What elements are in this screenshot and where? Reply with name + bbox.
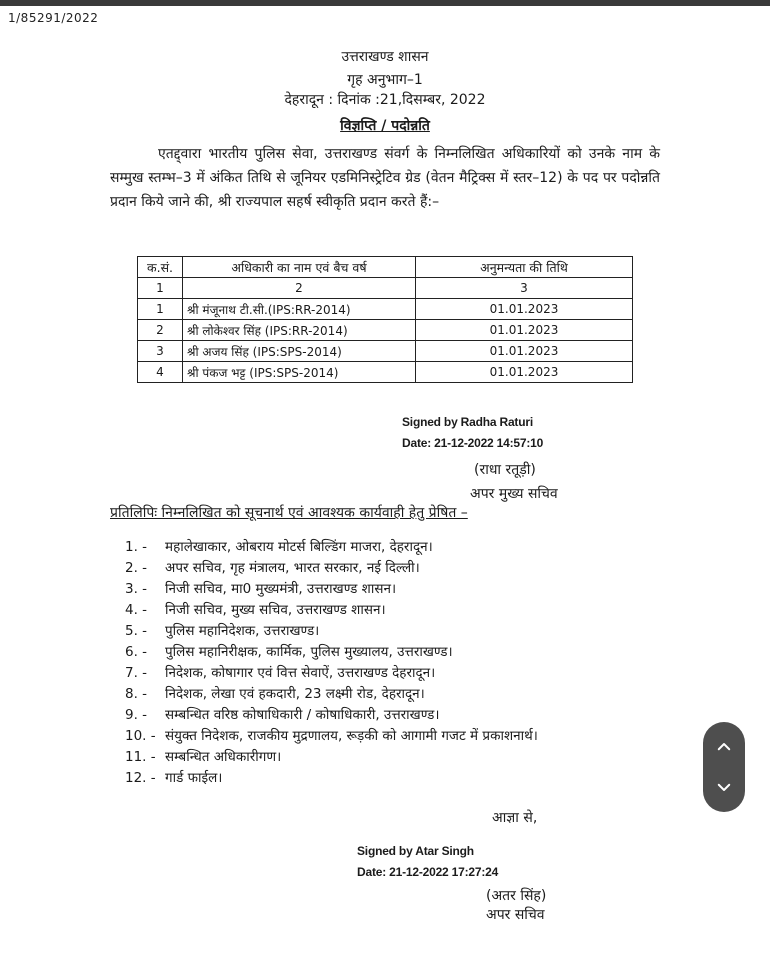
list-item bbox=[125, 768, 538, 789]
list-item bbox=[125, 726, 538, 747]
scroll-down-button[interactable] bbox=[703, 766, 745, 808]
list-item-number: 2. - bbox=[125, 560, 148, 576]
digital-signature-1: Signed by Radha Raturi bbox=[402, 415, 533, 429]
notice-title: विज्ञप्ति / पदोन्नति bbox=[340, 118, 430, 134]
row-officer-name: श्री अजय सिंह (IPS:SPS-2014) bbox=[183, 341, 416, 362]
chevron-up-icon bbox=[715, 738, 733, 756]
table-row bbox=[138, 320, 633, 341]
signatory-1-name: (राधा रतूड़ी) bbox=[474, 462, 536, 478]
list-item-number: 4. - bbox=[125, 602, 148, 618]
list-item-text: अपर सचिव, गृह मंत्रालय, भारत सरकार, नई दिल्ली। bbox=[165, 560, 420, 576]
header-department: गृह अनुभाग–1 bbox=[347, 72, 423, 88]
list-item bbox=[125, 579, 538, 600]
row-officer-name: श्री पंकज भट्ट (IPS:SPS-2014) bbox=[183, 362, 416, 383]
table-row bbox=[138, 362, 633, 383]
list-item-number: 12. - bbox=[125, 770, 156, 786]
list-item-text: महालेखाकार, ओबराय मोटर्स बिल्डिंग माजरा, देहरादून। bbox=[165, 539, 433, 555]
list-item bbox=[125, 642, 538, 663]
list-item bbox=[125, 537, 538, 558]
copy-to-heading: प्रतिलिपिः निम्नलिखित को सूचनार्थ एवं आवश्यक कार्यवाही हेतु प्रेषित – bbox=[110, 505, 468, 521]
row-serial: 3 bbox=[138, 341, 183, 362]
list-item-text: सम्बन्धित वरिष्ठ कोषाधिकारी / कोषाधिकारी, उत्तराखण्ड। bbox=[165, 707, 440, 723]
table-header-row bbox=[138, 257, 633, 278]
header-serial: क.सं. bbox=[138, 257, 183, 278]
closing-line: आज्ञा से, bbox=[492, 810, 538, 826]
list-item-text: निदेशक, लेखा एवं हकदारी, 23 लक्ष्मी रोड, देहरादून। bbox=[165, 686, 425, 702]
digital-signature-2: Signed by Atar Singh bbox=[357, 844, 474, 858]
row-serial: 1 bbox=[138, 299, 183, 320]
header-officer-name: अधिकारी का नाम एवं बैच वर्ष bbox=[183, 257, 416, 278]
promotion-table bbox=[137, 256, 633, 383]
list-item bbox=[125, 684, 538, 705]
list-item-number: 8. - bbox=[125, 686, 148, 702]
row-date: 01.01.2023 bbox=[416, 362, 633, 383]
signatory-1-designation: अपर मुख्य सचिव bbox=[470, 486, 558, 502]
digital-signature-2-date: Date: 21-12-2022 17:27:24 bbox=[357, 865, 499, 879]
column-number: 1 bbox=[138, 278, 183, 299]
row-date: 01.01.2023 bbox=[416, 341, 633, 362]
list-item-text: पुलिस महानिदेशक, उत्तराखण्ड। bbox=[165, 623, 320, 639]
list-item-number: 6. - bbox=[125, 644, 148, 660]
signatory-2-designation: अपर सचिव bbox=[486, 907, 545, 923]
header-government: उत्तराखण्ड शासन bbox=[341, 49, 429, 65]
row-officer-name: श्री लोकेश्वर सिंह (IPS:RR-2014) bbox=[183, 320, 416, 341]
top-edge-strip bbox=[0, 0, 770, 6]
list-item bbox=[125, 663, 538, 684]
table-row bbox=[138, 299, 633, 320]
list-item bbox=[125, 600, 538, 621]
list-item-number: 9. - bbox=[125, 707, 148, 723]
list-item bbox=[125, 747, 538, 768]
list-item-text: निजी सचिव, मा0 मुख्यमंत्री, उत्तराखण्ड शासन। bbox=[165, 581, 397, 597]
table-row bbox=[138, 341, 633, 362]
signatory-2-name: (अतर सिंह) bbox=[486, 888, 547, 904]
list-item-text: पुलिस महानिरीक्षक, कार्मिक, पुलिस मुख्यालय, उत्तराखण्ड। bbox=[165, 644, 453, 660]
file-number: 1/85291/2022 bbox=[8, 11, 99, 25]
column-number: 2 bbox=[183, 278, 416, 299]
list-item-number: 10. - bbox=[125, 728, 156, 744]
list-item bbox=[125, 705, 538, 726]
list-item-text: सम्बन्धित अधिकारीगण। bbox=[165, 749, 282, 765]
row-date: 01.01.2023 bbox=[416, 320, 633, 341]
list-item-number: 5. - bbox=[125, 623, 148, 639]
column-number: 3 bbox=[416, 278, 633, 299]
scroll-up-button[interactable] bbox=[703, 726, 745, 768]
row-date: 01.01.2023 bbox=[416, 299, 633, 320]
list-item bbox=[125, 621, 538, 642]
digital-signature-1-date: Date: 21-12-2022 14:57:10 bbox=[402, 436, 544, 450]
list-item-text: निजी सचिव, मुख्य सचिव, उत्तराखण्ड शासन। bbox=[165, 602, 386, 618]
list-item-text: संयुक्त निदेशक, राजकीय मुद्रणालय, रूड़की को आगामी गजट में प्रकाशनार्थ। bbox=[165, 728, 538, 744]
list-item-number: 3. - bbox=[125, 581, 148, 597]
list-item-text: गार्ड फाईल। bbox=[165, 770, 223, 786]
list-item-number: 7. - bbox=[125, 665, 148, 681]
list-item bbox=[125, 558, 538, 579]
header-date: अनुमन्यता की तिथि bbox=[416, 257, 633, 278]
row-officer-name: श्री मंजूनाथ टी.सी.(IPS:RR-2014) bbox=[183, 299, 416, 320]
row-serial: 4 bbox=[138, 362, 183, 383]
page-scroll-control bbox=[703, 722, 745, 812]
list-item-number: 1. - bbox=[125, 539, 148, 555]
list-item-text: निदेशक, कोषागार एवं वित्त सेवाऐं, उत्तराखण्ड देहरादून। bbox=[165, 665, 436, 681]
copy-to-list bbox=[125, 537, 538, 789]
chevron-down-icon bbox=[715, 778, 733, 796]
row-serial: 2 bbox=[138, 320, 183, 341]
list-item-number: 11. - bbox=[125, 749, 156, 765]
body-paragraph: एतद्द्वारा भारतीय पुलिस सेवा, उत्तराखण्ड संवर्ग के निम्नलिखित अधिकारियों को उनके नाम के सम्मुख स्तम्भ–3 में अंकित तिथि से जूनियर एडमिनिस्ट्रेटिव ग्रेड (वेतन मैट्रिक्स में स्तर–12) के पद पर पदोन्नति प्रदान किये जाने की, श्री राज्यपाल सहर्ष स्वीकृति प्रदान करते हैं:– bbox=[110, 146, 660, 210]
table-column-number-row bbox=[138, 278, 633, 299]
header-place-date: देहरादून : दिनांक :21,दिसम्बर, 2022 bbox=[284, 92, 486, 108]
